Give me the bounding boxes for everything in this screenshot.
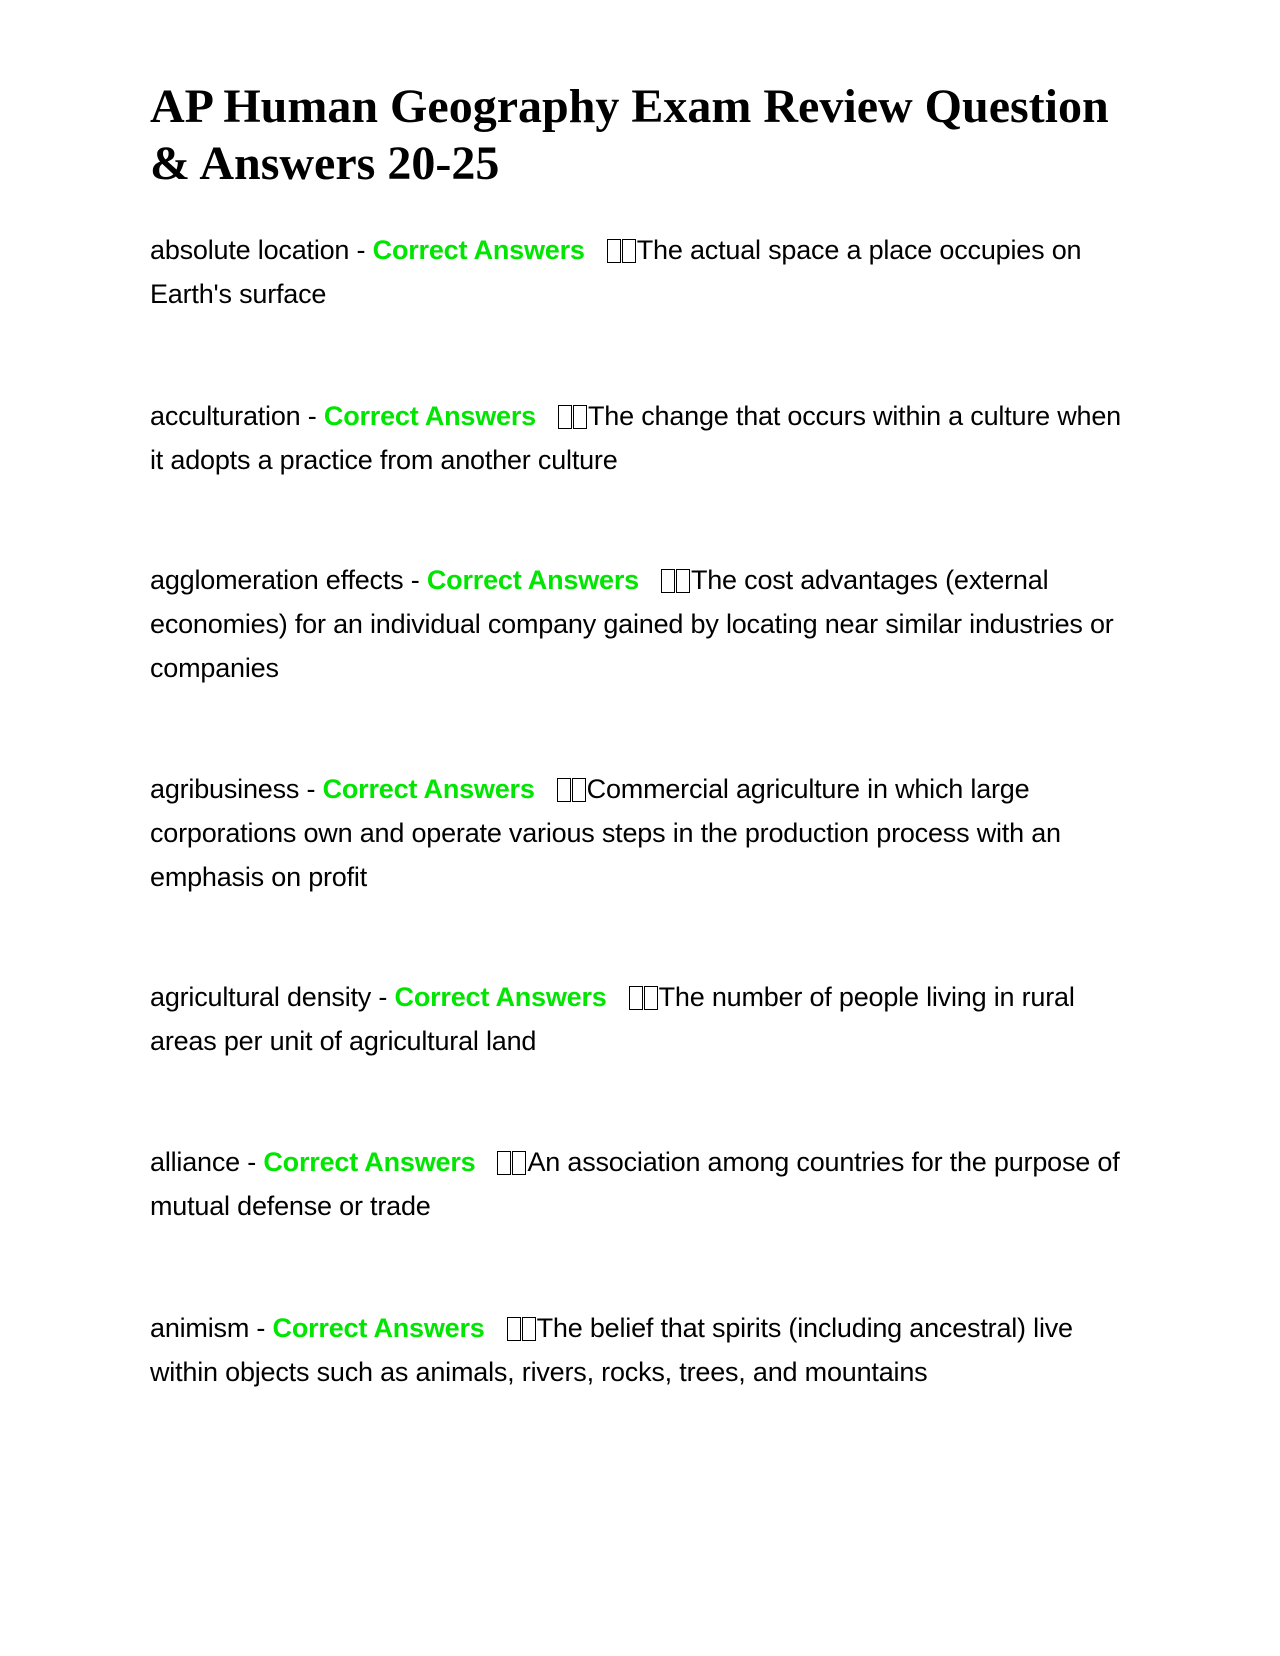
entry: agribusiness - Correct Answers Commercial agriculture in which large corporations own and operate various steps in the production process with an emphasis on profit: [150, 774, 1061, 892]
entry-definition: The change that occurs within a culture when it adopts a practice from another culture: [150, 401, 1121, 475]
entry-term: alliance: [150, 1147, 240, 1177]
missing-glyph-icon: [644, 986, 658, 1010]
entry-definition: The actual space a place occupies on Earth's surface: [150, 235, 1082, 309]
entry-term: agglomeration effects: [150, 565, 404, 595]
correct-answers-label: Correct Answers: [394, 982, 607, 1012]
missing-glyph-icon: [622, 239, 636, 263]
entry: absolute location - Correct Answers The actual space a place occupies on Earth's surface: [150, 235, 1082, 309]
entry-term: animism: [150, 1313, 250, 1343]
entry-term: absolute location: [150, 235, 350, 265]
entry-term: acculturation: [150, 401, 301, 431]
missing-glyph-icon: [497, 1151, 511, 1175]
entry-definition: The number of people living in rural areas per unit of agricultural land: [150, 982, 1075, 1056]
entry-definition: An association among countries for the purpose of mutual defense or trade: [150, 1147, 1120, 1221]
missing-glyph-icon: [522, 1317, 536, 1341]
correct-answers-label: Correct Answers: [426, 565, 639, 595]
missing-glyph-icon: [572, 778, 586, 802]
entry: agglomeration effects - Correct Answers The cost advantages (external economies) for an individual company gained by locating near similar industries or companies: [150, 565, 1114, 683]
correct-answers-label: Correct Answers: [372, 235, 585, 265]
correct-answers-label: Correct Answers: [263, 1147, 476, 1177]
missing-glyph-icon: [512, 1151, 526, 1175]
correct-answers-label: Correct Answers: [272, 1313, 485, 1343]
entry: agricultural density - Correct Answers The number of people living in rural areas per unit of agricultural land: [150, 982, 1075, 1056]
entry-definition: The cost advantages (external economies) for an individual company gained by locating near similar industries or companies: [150, 565, 1114, 683]
entry: alliance - Correct Answers An association among countries for the purpose of mutual defense or trade: [150, 1147, 1120, 1221]
entry-definition: The belief that spirits (including ancestral) live within objects such as animals, rivers, rocks, trees, and mountains: [150, 1313, 1073, 1387]
entry-term: agribusiness: [150, 774, 300, 804]
missing-glyph-icon: [507, 1317, 521, 1341]
entry-definition: Commercial agriculture in which large corporations own and operate various steps in the production process with an emphasis on profit: [150, 774, 1061, 892]
entry: animism - Correct Answers The belief that spirits (including ancestral) live within objects such as animals, rivers, rocks, trees, and mountains: [150, 1313, 1073, 1387]
correct-answers-label: Correct Answers: [322, 774, 535, 804]
missing-glyph-icon: [557, 778, 571, 802]
missing-glyph-icon: [573, 405, 587, 429]
correct-answers-label: Correct Answers: [323, 401, 536, 431]
missing-glyph-icon: [661, 569, 675, 593]
entry-term: agricultural density: [150, 982, 372, 1012]
missing-glyph-icon: [558, 405, 572, 429]
missing-glyph-icon: [629, 986, 643, 1010]
missing-glyph-icon: [676, 569, 690, 593]
missing-glyph-icon: [607, 239, 621, 263]
entry: acculturation - Correct Answers The change that occurs within a culture when it adopts a practice from another culture: [150, 401, 1121, 475]
document-title: AP Human Geography Exam Review Question & Answers 20-25: [150, 80, 1109, 190]
